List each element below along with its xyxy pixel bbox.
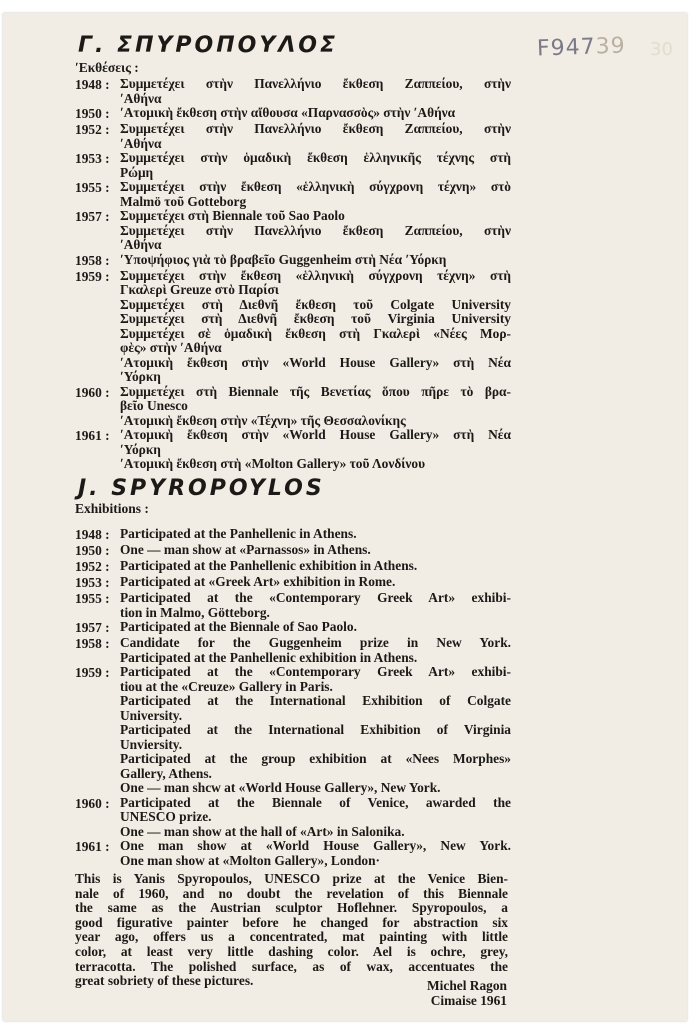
entry-year: 1950 : <box>75 543 110 558</box>
entry-line: ʹΥόρκη <box>120 441 161 457</box>
entry-line: Participated at the Panhellenic exhibition in Athens. <box>120 558 418 573</box>
entry-line: Συμμετέχει σὲ ὁμαδικὴ ἔκθεση στὴ Γκαλερὶ «Νέες Μορ- <box>120 325 511 341</box>
entry-year: 1958 : <box>75 252 110 268</box>
entry-line: ʹΑτομικὴ ἔκθεση στὴν «Τέχνη» τῆς Θεσσαλονίκης <box>120 412 406 428</box>
entry-year: 1959 : <box>75 665 110 680</box>
entry-line: φὲς» στὴν ʹΑθήνα <box>120 340 222 355</box>
entry-year: 1955 : <box>75 591 110 606</box>
entry-line: Συμμετέχει στὴ Διεθνῆ ἔκθεση τοῦ Virginia University <box>120 311 511 326</box>
entry-line: Participated at the International Exhibition of Virginia <box>120 722 511 737</box>
entry-line: Participated at the «Contemporary Greek Art» exhibi- <box>120 590 511 605</box>
quote-line: the same as the Austrian sculptor Hoflehner. Spyropoulos, a <box>75 900 508 916</box>
entry-line: βεῖο Unesco <box>120 398 188 413</box>
entry-year: 1959 : <box>75 268 110 284</box>
exhibition-entry <box>75 253 511 269</box>
entry-line: Participated at «Greek Art» exhibition in Rome. <box>120 574 396 589</box>
archive-code-suffix: 39 <box>595 33 627 60</box>
entry-line: Gallery, Athens. <box>120 765 212 781</box>
entry-line: Συμμετέχει στὴν ἔκθεση «ἑλληνικὴ σύγχρονη τέχνη» στὸ <box>120 179 511 194</box>
entry-line: Participated at the Panhellenic in Athens. <box>120 526 357 541</box>
exhibition-entry <box>75 591 511 620</box>
exhibition-entry <box>75 543 511 559</box>
exhibition-entry <box>75 665 511 796</box>
quote-line: color, at least very little dashing color. Ael is ochre, grey, <box>75 943 508 959</box>
exhibition-entry <box>75 77 511 106</box>
quote-line: This is Yanis Spyropoulos, UNESCO prize at the Venice Bien- <box>75 871 508 886</box>
entry-line: Ρώμη <box>120 164 154 180</box>
exhibition-entry <box>75 636 511 665</box>
entry-year: 1961 : <box>75 839 110 854</box>
greek-subhead: ʹΕκθέσεις : <box>75 60 139 75</box>
entry-line: tiou at the «Creuze» Gallery in Paris. <box>120 678 333 694</box>
quote-line: good figurative painter before he changed for abstraction six <box>75 914 508 930</box>
entry-line: Συμμετέχει στὴν ὁμαδικὴ ἔκθεση ἑλληνικῆς τέχνης στὴ <box>120 150 511 165</box>
entry-line: ʹΑτομικὴ ἔκθεση στὴν «World House Gallery» στὴ Νέα <box>120 427 511 442</box>
english-title: J. SPYROPOYLOS <box>78 476 325 501</box>
entry-line: Participated at the International Exhibition of Colgate <box>120 693 511 708</box>
quote-line: nale of 1960, and no doubt the revelation of this Biennale <box>75 885 508 901</box>
entry-year: 1957 : <box>75 209 110 224</box>
entry-line: Συμμετέχει στὴ Biennale τοῦ Sao Paolo <box>120 208 345 223</box>
entry-line: Συμμετέχει στὴ Biennale τῆς Βενετίας ὅπου πῆρε τὸ βρα- <box>120 383 511 399</box>
entry-line: ʹΑθήνα <box>120 135 162 151</box>
entry-line: Participated at the Biennale of Venice, awarded the <box>120 794 511 810</box>
entry-line: ʹΑτομικὴ ἔκθεση στὴν «World House Gallery» στὴ Νέα <box>120 354 511 370</box>
entry-line: Συμμετέχει στὴ Διεθνῆ ἔκθεση τοῦ Colgate University <box>120 296 511 312</box>
entry-year: 1960 : <box>75 795 110 811</box>
exhibition-entry <box>75 122 511 151</box>
entry-line: Participated at the group exhibition at «Nees Morphes» <box>120 751 511 766</box>
exhibition-entry <box>75 385 511 429</box>
entry-year: 1960 : <box>75 384 110 400</box>
entry-line: ʹΑθήνα <box>120 90 162 106</box>
entry-line: UNESCO prize. <box>120 809 212 824</box>
entry-line: ʹΑθήνα <box>120 237 162 252</box>
entry-line: ʹΑτομικὴ ἔκθεση στὴ «Molton Gallery» τοῦ Λονδίνου <box>120 456 426 471</box>
greek-exhibition-list <box>75 77 511 472</box>
entry-year: 1953 : <box>75 151 110 166</box>
entry-year: 1948 : <box>75 527 110 542</box>
exhibition-entry <box>75 106 511 122</box>
quote-source: Cimaise 1961 <box>430 993 507 1008</box>
entry-line: ʹΥόρκη <box>120 369 161 384</box>
entry-line: One — man show at «Parnassos» in Athens. <box>120 542 371 557</box>
entry-year: 1952 : <box>75 122 110 137</box>
greek-title: Γ. ΣΠΥΡΟΠΟΥΛΟΣ <box>78 33 339 58</box>
entry-line: Malmö τοῦ Gotteborg <box>120 193 247 209</box>
review-quote <box>75 872 508 989</box>
quote-line: year ago, offers us a concentrated, mat painting with little <box>75 929 508 945</box>
entry-year: 1950 : <box>75 106 110 121</box>
entry-line: One man show at «Molton Gallery», London· <box>120 852 381 868</box>
faint-page-number: 30 <box>650 39 673 60</box>
exhibition-entry <box>75 428 511 472</box>
quote-author: Michel Ragon <box>427 978 507 993</box>
entry-line: Candidate for the Guggenheim prize in New York. <box>120 635 511 650</box>
exhibition-entry <box>75 620 511 636</box>
entry-line: University. <box>120 707 183 723</box>
entry-line: Participated at the Panhellenic exhibition in Athens. <box>120 649 418 665</box>
exhibition-entry <box>75 209 511 253</box>
exhibition-entry <box>75 796 511 840</box>
exhibition-entry <box>75 180 511 209</box>
entry-line: Συμμετέχει στὴν Πανελλήνιο ἔκθεση Ζαππείου, στὴν <box>120 76 511 91</box>
quote-line: terracotta. The polished surface, as of wax, accentuates the <box>75 958 508 974</box>
entry-line: Participated at the «Contemporary Greek Art» exhibi- <box>120 664 511 679</box>
exhibition-entry <box>75 269 511 385</box>
exhibition-entry <box>75 151 511 180</box>
exhibition-entry <box>75 839 511 868</box>
entry-line: Συμμετέχει στὴν Πανελλήνιο ἔκθεση Ζαππείου, στὴν <box>120 222 511 238</box>
english-subhead: Exhibitions : <box>75 501 149 516</box>
entry-year: 1948 : <box>75 77 110 92</box>
entry-year: 1957 : <box>75 620 110 635</box>
entry-line: One — man shcw at «World House Gallery», New York. <box>120 780 441 795</box>
archive-code-main: F947 <box>536 34 597 62</box>
entry-year: 1955 : <box>75 180 110 195</box>
exhibition-entry <box>75 575 511 591</box>
quote-line: great sobriety of these pictures. <box>75 973 254 989</box>
entry-year: 1952 : <box>75 559 110 574</box>
entry-line: ʹΥποψήφιος γιὰ τὸ βραβεῖο Guggenheim στὴ Νέα ʹΥόρκη <box>120 251 447 267</box>
archive-code <box>537 33 626 61</box>
entry-line: Συμμετέχει στὴν Πανελλήνιο ἔκθεση Ζαππείου, στὴν <box>120 121 511 136</box>
entry-line: ʹΑτομικὴ ἔκθεση στὴν αἴθουσα «Παρνασσὸς» στὴν ʹΑθήνα <box>120 105 456 120</box>
exhibition-entry <box>75 559 511 575</box>
english-exhibition-list <box>75 527 511 868</box>
entry-line: Συμμετέχει στὴν ἔκθεση «ἑλληνικὴ σύγχρονη τέχνη» στὴ <box>120 267 511 283</box>
entry-line: One man show at «World House Gallery», New York. <box>120 838 511 853</box>
entry-line: Unviersity. <box>120 736 183 752</box>
entry-year: 1958 : <box>75 636 110 651</box>
entry-line: Γκαλερὶ Greuze στὸ Παρίσι <box>120 282 279 297</box>
entry-line: tion in Malmo, Götteborg. <box>120 604 270 620</box>
document-page <box>3 13 687 1021</box>
entry-line: One — man show at the hall of «Art» in Salonika. <box>120 823 405 839</box>
exhibition-entry <box>75 527 511 543</box>
entry-line: Participated at the Biennale of Sao Paolo. <box>120 619 357 634</box>
entry-year: 1961 : <box>75 428 110 443</box>
entry-year: 1953 : <box>75 575 110 590</box>
